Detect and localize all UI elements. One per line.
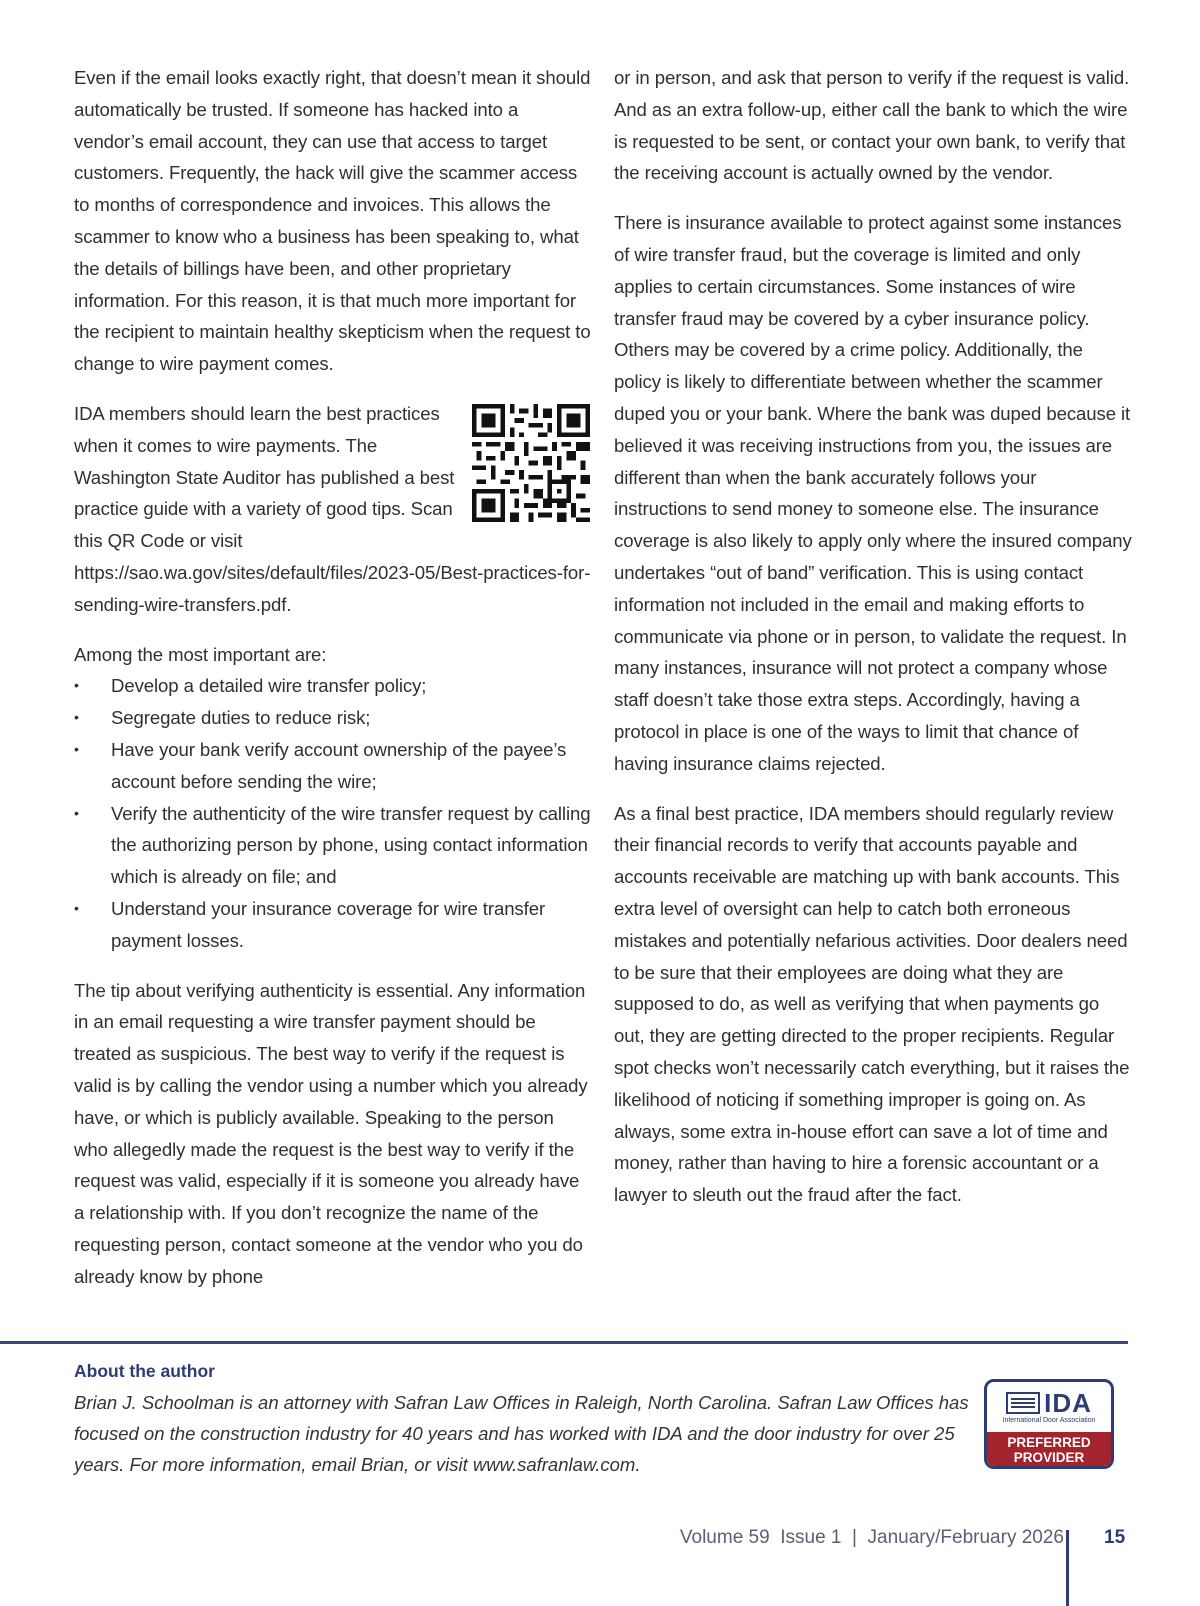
page-number: 15 — [1104, 1527, 1126, 1548]
paragraph-best-practices: IDA members should learn the best practices when it comes to wire payments. The Washington State Auditor has published a best practice guide with a variety of good tips. Scan this QR Code or visit https://sao.wa.gov/sites/default/files/2023-05/Best-practices-for-sending-wire-transfers.pdf. — [74, 402, 591, 615]
paragraph-best-practices-block — [74, 398, 592, 621]
list-item: • Have your bank verify account ownership of the payee’s account before sending the wire; — [74, 734, 592, 798]
best-practices-list — [74, 670, 592, 956]
right-column — [614, 62, 1134, 1229]
footer-divider — [1066, 1530, 1069, 1606]
paragraph-final-best-practice: As a final best practice, IDA members should regularly review their financial records to verify that accounts payable and accounts receivable are matching up with bank accounts. This extra level of oversight can help to catch both erroneous mistakes and potentially nefarious activities. Door dealers need to be sure that their employees are doing what they are supposed to do, as well as verifying that when payments go out, they are getting directed to the proper recipients. Regular spot checks won’t necessarily catch everything, but it raises the likelihood of noticing if something improper is going on. As always, some extra in-house effort can save a lot of time and money, rather than having to hire a forensic accountant or a lawyer to sleuth out the fraud after the fact. — [614, 802, 1130, 1206]
badge-subtitle: International Door Association — [1002, 1416, 1096, 1424]
qr-code-icon[interactable] — [472, 404, 590, 522]
section-divider — [0, 1341, 1128, 1344]
author-bio: Brian J. Schoolman is an attorney with Safran Law Offices in Raleigh, North Carolina. Safran Law Offices has focused on the construction industry for 40 years and has worked with IDA and the door industry for over 25 years. For more information, email Brian, or visit www.safranlaw.com. — [74, 1392, 969, 1475]
list-item: • Segregate duties to reduce risk; — [74, 702, 592, 734]
list-item: • Develop a detailed wire transfer policy; — [74, 670, 592, 702]
left-column — [74, 62, 592, 1310]
list-item: • Verify the authenticity of the wire transfer request by calling the authorizing person by phone, using contact information which is already on file; and — [74, 798, 592, 893]
ida-preferred-provider-badge — [984, 1379, 1114, 1469]
paragraph-email-trust: Even if the email looks exactly right, that doesn’t mean it should automatically be trusted. If someone has hacked into a vendor’s email account, they can use that access to target customers. Frequently, the hack will give the scammer access to months of correspondence and invoices. This allows the scammer to know who a business has been speaking to, what the details of billings have been, and other proprietary information. For this reason, it is that much more important for the recipient to maintain healthy skepticism when the request to change to wire payment comes. — [74, 67, 591, 375]
ida-logo — [1006, 1387, 1092, 1418]
paragraph-verify-continued: or in person, and ask that person to verify if the request is valid. And as an extra follow-up, either call the bank to which the wire is requested to be sent, or contact your own bank, to verify that the receiving account is actually owned by the vendor. — [614, 67, 1130, 184]
ida-logo-text: IDA — [1044, 1387, 1092, 1418]
author-heading: About the author — [74, 1361, 215, 1381]
paragraph-insurance: There is insurance available to protect against some instances of wire transfer fraud, but the coverage is limited and only applies to certain circumstances. Some instances of wire transfer fraud may be covered by a cyber insurance policy. Others may be covered by a crime policy. Additionally, the policy is likely to differentiate between whether the scammer duped you or your bank. Where the bank was duped because it believed it was receiving instructions from you, the issues are different than when the bank accurately follows your instructions to send money to someone else. The insurance coverage is also likely to apply only where the insured company undertakes “out of band” verification. This is using contact information not included in the email and making efforts to communicate via phone or in person, to validate the request. In many instances, insurance will not protect a company whose staff doesn’t take those extra steps. Accordingly, having a protocol in place is one of the ways to limit that chance of having insurance claims rejected. — [614, 212, 1132, 774]
badge-line-1: PREFERRED — [1007, 1435, 1091, 1450]
door-logo-icon — [1006, 1392, 1040, 1414]
badge-logo-area — [987, 1382, 1111, 1432]
badge-preferred-provider — [987, 1432, 1111, 1469]
paragraph-verify-authenticity: The tip about verifying authenticity is essential. Any information in an email requesting a wire transfer payment should be treated as suspicious. The best way to verify if the request is valid is by calling the vendor using a number which you already have, or which is publicly available. Speaking to the person who allegedly made the request is the best way to verify if the request was valid, especially if it is someone you already have a relationship with. If you don’t recognize the name of the requesting person, contact someone at the vendor who you do already know by phone — [74, 979, 588, 1287]
list-intro: Among the most important are: — [74, 643, 327, 665]
list-item: • Understand your insurance coverage for wire transfer payment losses. — [74, 893, 592, 957]
badge-line-2: PROVIDER — [1013, 1450, 1085, 1465]
footer-issue-info: Volume 59 Issue 1 | January/February 2026 — [679, 1527, 1064, 1548]
